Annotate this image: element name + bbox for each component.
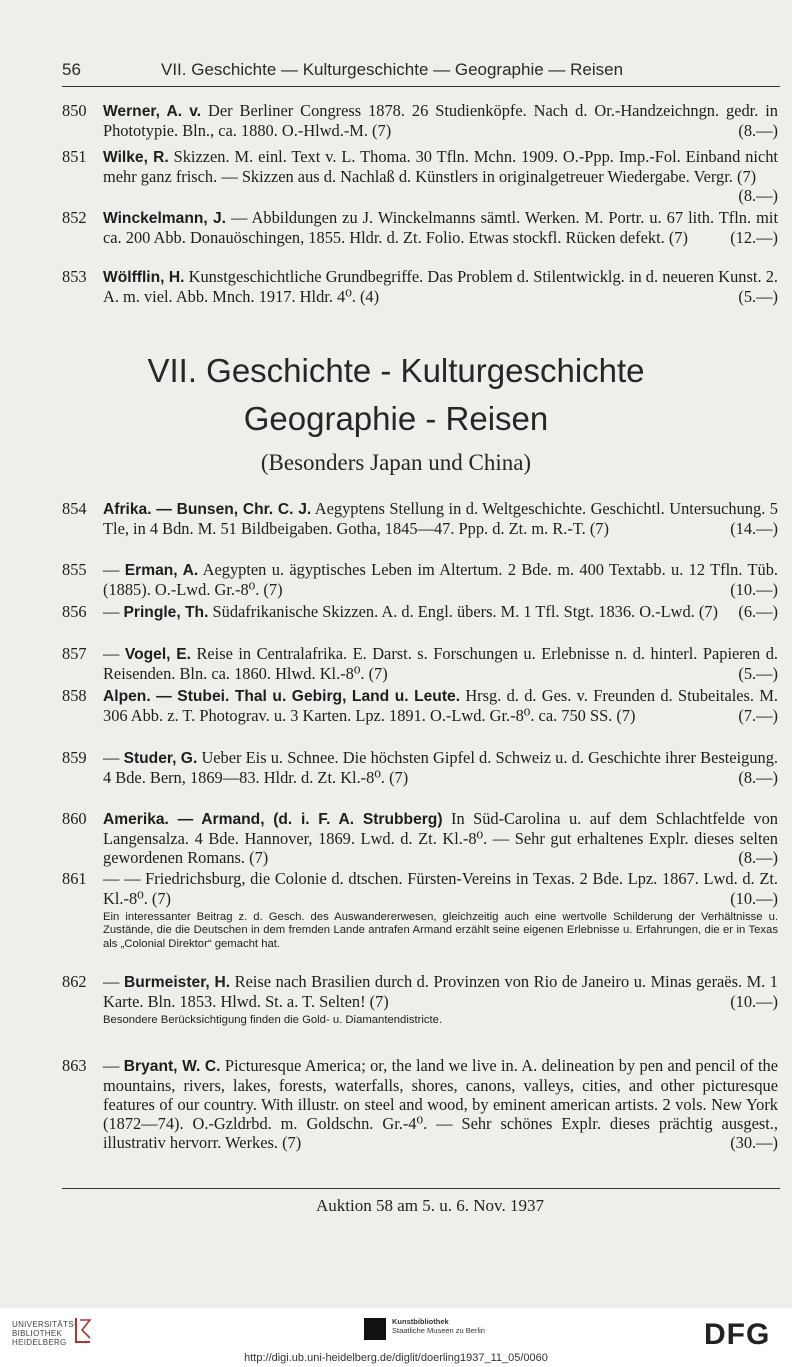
page-number: 56 [62, 60, 81, 79]
entry-author: Wölfflin, H. [103, 269, 185, 286]
entry-number: 862 [62, 972, 87, 991]
entry-author: Erman, A. [124, 562, 199, 579]
entry-price: (10.—) [730, 991, 778, 1011]
entry-price: (8.—) [738, 120, 778, 140]
catalog-entry [62, 561, 778, 600]
catalog-entry [62, 209, 778, 248]
ub-heidelberg-logo[interactable]: UNIVERSITÄTS- BIBLIOTHEK HEIDELBERG [12, 1320, 77, 1347]
entry-text: Südafrikanische Skizzen. A. d. Engl. übers. M. 1 Tfl. Stgt. 1836. O.-Lwd. (7) [208, 602, 718, 621]
entry-author: Werner, A. v. [103, 103, 202, 120]
entry-number: 856 [62, 602, 87, 621]
entry-number: 854 [62, 499, 87, 518]
entry-text: Picturesque America; or, the land we live in. A. delineation by pen and pencil of the mountains, rivers, lakes, forests, waterfalls, shores, canons, valleys, cities, and other picturesque features of our country. With illustr. on steel and wood, by eminent american artists. 2 vols. New York (1872—74). O.-Gzldrbd. m. Goldschn. Gr.-4⁰. — Sehr schönes Explr. dieses prächtig ausgest., illustrativ hervorr. Werkes. (7) [103, 1056, 778, 1152]
auction-footer: Auktion 58 am 5. u. 6. Nov. 1937 [316, 1196, 544, 1215]
entry-body [103, 268, 778, 307]
entry-number: 853 [62, 267, 87, 286]
entry-price: (8.—) [738, 185, 778, 205]
entry-body [103, 209, 778, 248]
entry-author: Winckelmann, J. [103, 210, 226, 227]
entry-text: Der Berliner Congress 1878. 26 Studienköpfe. Nach d. Or.-Handzeichngn. gedr. in Phototypie. Bln., ca. 1880. O.-Hlwd.-M. (7) [103, 101, 778, 140]
entry-body: — Pringle, Th. Südafrikanische Skizzen. A. d. Engl. übers. M. 1 Tfl. Stgt. 1836. O.-Lwd. (7) (6.—) [103, 602, 778, 621]
entry-text: — — Friedrichsburg, die Colonie d. dtschen. Fürsten-Vereins in Texas. 2 Bde. Lpz. 1867. Lwd. d. Zt. Kl.-8⁰. (7) [103, 869, 778, 908]
section-note: (Besonders Japan und China) [260, 450, 532, 475]
entry-text: — Abbildungen zu J. Winckelmanns sämtl. Werken. M. Portr. u. 67 lith. Tfln. mit ca. 200 Abb. Donauöschingen, 1855. Hldr. d. Zt. Folio. Etwas stockfl. Rücken defekt. (7) [103, 208, 778, 247]
entry-author: Amerika. — Armand, (d. i. F. A. Strubberg) [103, 811, 443, 828]
entry-price: (8.—) [738, 847, 778, 867]
entry-body [103, 102, 778, 141]
dfg-logo[interactable]: DFG [704, 1318, 771, 1351]
kunstbibliothek-logo[interactable]: Kunstbibliothek Staatliche Museen zu Berlin [392, 1317, 485, 1335]
entry-body: — Burmeister, H. Reise nach Brasilien durch d. Provinzen von Rio de Janeiro u. Minas geraës. M. 1 Karte. Bln. 1853. Hlwd. St. a. T. Selten! (7) (10.—) [103, 972, 778, 1011]
entry-price: (8.—) [738, 767, 778, 787]
entry-text: Hrsg. d. d. Ges. v. Freunden d. Stubeitales. M. 306 Abb. z. T. Photograv. u. 3 Karten. Lpz. 1891. O.-Lwd. Gr.-8⁰. ca. 750 SS. (7) [103, 686, 778, 725]
entry-note: Ein interessanter Beitrag z. d. Gesch. des Auswandererwesen, gleichzeitig auch eine wertvolle Schilderung der Verhältnisse u. Zustände, die die Deutschen in dem fremden Lande antrafen Armand erzählt seine eigenen Erlebnisse u. Erfahrungen, die er in Texas als „Colonial Direktor“ gemacht hat. [103, 910, 778, 950]
footer-rule [62, 1188, 780, 1189]
entry-number: 852 [62, 208, 87, 227]
entry-author: Studer, G. [123, 750, 198, 767]
entry-body: — Vogel, E. Reise in Centralafrika. E. Darst. s. Forschungen u. Erlebnisse n. d. hinterl. Papieren d. Reisenden. Bln. ca. 1860. Hlwd. Kl.-8⁰. (7) (5.—) [103, 644, 778, 683]
entry-price: (12.—) [730, 227, 778, 247]
catalog-entry [62, 148, 778, 206]
running-title: VII. Geschichte — Kulturgeschichte — Geographie — Reisen [161, 60, 624, 79]
entry-author: Wilke, R. [103, 149, 169, 166]
catalog-entry [62, 603, 778, 623]
entry-body: — Studer, G. Ueber Eis u. Schnee. Die höchsten Gipfel d. Schweiz u. d. Geschichte ihrer Besteigung. 4 Bde. Bern, 1869—83. Hldr. d. Zt. Kl.-8⁰. (7) (8.—) [103, 748, 778, 787]
entry-text: Kunstgeschichtliche Grundbegriffe. Das Problem d. Stilentwicklg. in d. neueren Kunst. 2. A. m. viel. Abb. Mnch. 1917. Hldr. 4⁰. (4) [103, 267, 778, 306]
entry-price: (6.—) [738, 602, 778, 621]
catalog-entry [62, 687, 778, 726]
catalog-entry [62, 102, 778, 141]
catalog-entry [62, 1057, 778, 1153]
entry-body [103, 500, 778, 539]
kunstbibliothek-logo-icon [364, 1318, 386, 1340]
entry-text: Ueber Eis u. Schnee. Die höchsten Gipfel d. Schweiz u. d. Geschichte ihrer Besteigung. 4 Bde. Bern, 1869—83. Hldr. d. Zt. Kl.-8⁰. (7) [103, 748, 778, 787]
entry-body [103, 810, 778, 868]
entry-price: (10.—) [730, 579, 778, 599]
entry-number: 855 [62, 560, 87, 579]
entry-author: Vogel, E. [124, 646, 191, 663]
entry-body [103, 870, 778, 909]
entry-number: 863 [62, 1056, 87, 1075]
entry-number: 857 [62, 644, 87, 663]
entry-author: Bryant, W. C. [123, 1058, 221, 1075]
catalog-entry [62, 973, 778, 1027]
catalog-entry [62, 749, 778, 788]
entry-note: Besondere Berücksichtigung finden die Gold- u. Diamantendistricte. [103, 1013, 443, 1026]
entry-number: 860 [62, 809, 87, 828]
entry-text: Reise nach Brasilien durch d. Provinzen von Rio de Janeiro u. Minas geraës. M. 1 Karte. Bln. 1853. Hlwd. St. a. T. Selten! (7) [103, 972, 778, 1011]
entry-text: Skizzen. M. einl. Text v. L. Thoma. 30 Tfln. Mchn. 1909. O.-Ppp. Imp.-Fol. Einband nicht mehr ganz frisch. — Skizzen aus d. Nachlaß d. Künstlers in originalgetreuer Wiedergabe. Vergr. (7) [103, 147, 778, 186]
entry-text: Aegypten u. ägyptisches Leben im Altertum. 2 Bde. m. 400 Textabb. u. 12 Tfln. Tüb. (1885). O.-Lwd. Gr.-8⁰. (7) [103, 560, 778, 599]
catalog-entry [62, 268, 778, 307]
entry-price: (10.—) [730, 888, 778, 908]
entry-price: (7.—) [738, 705, 778, 725]
catalog-entry [62, 645, 778, 684]
entry-text: In Süd-Carolina u. auf dem Schlachtfelde von Langensalza. 4 Bde. Hannover, 1869. Lwd. d. Zt. Kl.-8⁰. — Sehr gut erhaltenes Explr. dieses selten gewordenen Romans. (7) [103, 809, 778, 867]
entry-body: — Bryant, W. C. Picturesque America; or, the land we live in. A. delineation by pen and pencil of the mountains, rivers, lakes, forests, waterfalls, shores, canons, valleys, cities, and other picturesque features of our country. With illustr. on steel and wood, by eminent american artists. 2 vols. New York (1872—74). O.-Gzldrbd. m. Goldschn. Gr.-4⁰. — Sehr schönes Explr. dieses prächtig ausgest., illustrativ hervorr. Werkes. (7) (30.—) [103, 1056, 778, 1152]
entry-author: Afrika. — Bunsen, Chr. C. J. [103, 501, 312, 518]
catalog-entry [62, 870, 778, 951]
section-subtitle: Geographie - Reisen [243, 400, 549, 437]
entry-text: Aegyptens Stellung in d. Weltgeschichte. Geschichtl. Untersuchung. 5 Tle, in 4 Bdn. M. 51 Bildbeigaben. Gotha, 1845—47. Ppp. d. Zt. m. R.-T. (7) [103, 499, 778, 538]
entry-body [103, 147, 778, 205]
section-title: VII. Geschichte - Kulturgeschichte [147, 352, 645, 389]
entry-price: (30.—) [730, 1132, 778, 1152]
entry-number: 861 [62, 869, 87, 888]
entry-body [103, 687, 778, 726]
catalog-entry [62, 810, 778, 868]
catalog-entry [62, 500, 778, 539]
header-rule [62, 86, 780, 87]
entry-text: Reise in Centralafrika. E. Darst. s. Forschungen u. Erlebnisse n. d. hinterl. Papieren d. Reisenden. Bln. ca. 1860. Hlwd. Kl.-8⁰. (7) [103, 644, 778, 683]
entry-price: (5.—) [738, 663, 778, 683]
entry-number: 858 [62, 686, 87, 705]
entry-number: 851 [62, 147, 87, 166]
entry-number: 859 [62, 748, 87, 767]
ub-heidelberg-emblem-icon [72, 1316, 94, 1344]
entry-number: 850 [62, 101, 87, 120]
entry-price: (14.—) [730, 518, 778, 538]
entry-price: (5.—) [738, 286, 778, 306]
entry-body: — Erman, A. Aegypten u. ägyptisches Leben im Altertum. 2 Bde. m. 400 Textabb. u. 12 Tfln. Tüb. (1885). O.-Lwd. Gr.-8⁰. (7) (10.—) [103, 560, 778, 599]
entry-author: Alpen. — Stubei. Thal u. Gebirg, Land u. Leute. [103, 688, 461, 705]
entry-author: Pringle, Th. [123, 604, 209, 621]
entry-author: Burmeister, H. [123, 974, 231, 991]
permalink-url[interactable]: http://digi.ub.uni-heidelberg.de/diglit/doerling1937_11_05/0060 [244, 1352, 548, 1364]
